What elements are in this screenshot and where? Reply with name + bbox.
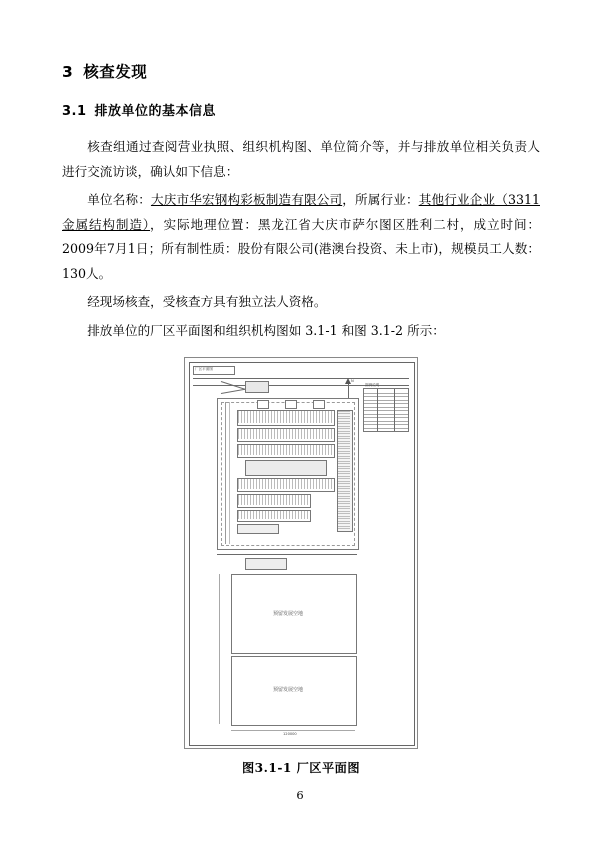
value-ownership: 股份有限公司(港澳台投资、未上市) [237,241,439,257]
label-ownership: ；所有制性质： [148,241,238,257]
yard-structure [245,558,287,570]
workshop-hatch-1 [238,411,332,423]
value-staff: 130人。 [62,265,112,281]
section-title: 核查发现 [83,63,148,81]
paragraph-unit-info [62,188,540,286]
section-heading [62,60,540,82]
bottom-dimension-line [231,730,355,731]
figure-block [62,357,540,776]
gate-house [245,381,269,393]
legend-title: 图例说明 [365,383,380,388]
legend-table [363,388,409,432]
drawing-title-text: 厂区平面图 [195,367,213,372]
paragraph-figure-ref: 排放单位的厂区平面图和组织机构图如 3.1-1 和图 3.1-2 所示： [87,322,445,338]
subsection-heading [62,100,540,119]
value-unit-name: 大庆市华宏钢构彩板制造有限公司 [150,192,343,208]
label-established: ，成立时间： [460,216,541,232]
value-location: 黑龙江省大庆市萨尔图区胜利二村 [257,216,461,232]
workshop-hatch-3 [238,445,332,455]
paragraph-legal-person: 经现场核查，受核查方具有独立法人资格。 [87,294,327,310]
value-industry: 其他行业企业（3311金属结构制造） [62,192,540,232]
overall-dimension-line [219,574,220,724]
figure-caption: 图3.1-1 厂区平面图 [241,761,361,776]
bottom-dimension-label: 120000 [283,732,297,737]
label-unit-name: 单位名称： [87,192,151,208]
small-structure-1 [257,400,269,409]
boundary-line-top [193,378,409,379]
workshop-hatch-2 [238,429,332,439]
workshop-hatch-5 [238,479,332,489]
dimension-line-left2 [229,402,230,544]
subsection-number: 3.1 [62,104,87,119]
reserved-area-1-label: 预留发展空地 [273,611,304,618]
small-structure-3 [313,400,325,409]
north-arrow-stem [348,382,349,398]
workshop-block-4 [245,460,327,476]
north-label: N [351,379,354,384]
yard-separator-line [217,554,357,555]
subsection-title: 排放单位的基本信息 [94,104,217,119]
workshop-hatch-6 [238,495,308,505]
value-established: 2009年7月1日 [62,241,149,257]
workshop-hatch-7 [238,511,308,519]
dimension-line-left [225,402,226,544]
label-industry: ，所属行业： [342,192,419,208]
label-location: ，实际地理位置： [150,216,258,232]
reserved-area-2-label: 预留发展空地 [273,687,304,694]
office-strip-hatch [338,411,350,529]
workshop-block-8 [237,524,279,534]
small-structure-2 [285,400,297,409]
page-number: 6 [296,788,304,802]
page-content [62,60,540,776]
section-number: 3 [62,63,74,81]
site-plan-drawing [184,357,418,749]
paragraph-intro: 核查组通过查阅营业执照、组织机构图、单位简介等，并与排放单位相关负责人进行交流访谈，确认如下信息： [62,139,540,179]
label-staff: ，规模员工人数： [438,241,541,257]
